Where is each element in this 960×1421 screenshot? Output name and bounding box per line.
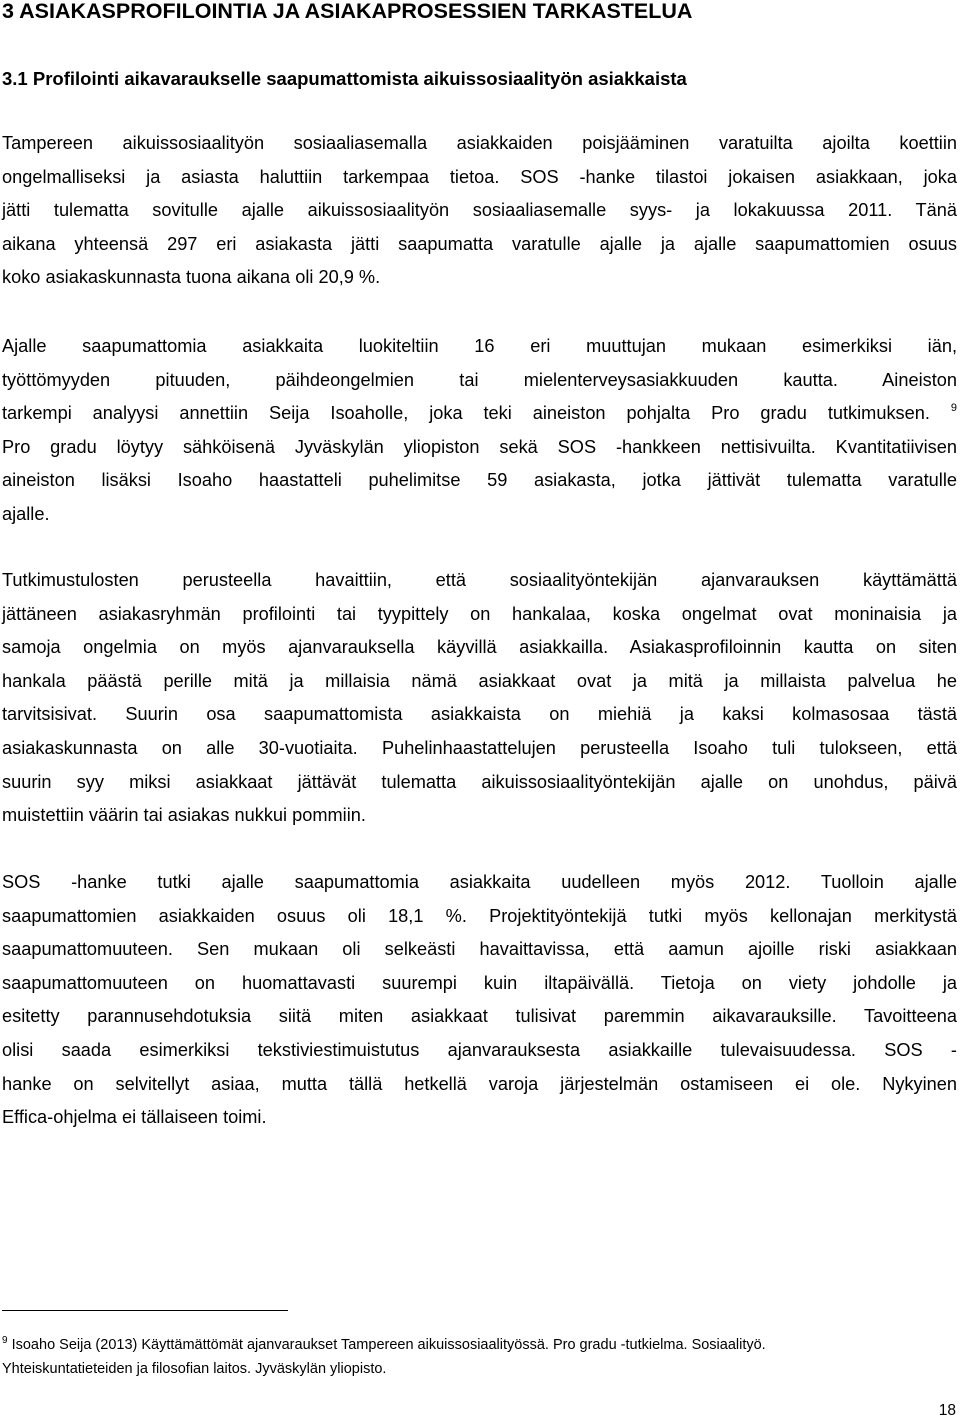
paragraph-line: suurin syy miksi asiakkaat jättävät tulematta aikuissosiaalityöntekijän ajalle on unohdus, päivä	[2, 771, 957, 792]
paragraph-line	[2, 397, 957, 431]
paragraph-1	[2, 127, 957, 295]
paragraph-line: esitetty parannusehdotuksia siitä miten asiakkaat tulisivat paremmin aikavarauksille. Tavoitteena	[2, 1006, 957, 1027]
paragraph-line: saapumattomuuteen. Sen mukaan oli selkeästi havaittavissa, että aamun ajoille riski asiakkaan	[2, 939, 957, 960]
page-number: 18	[938, 1402, 956, 1419]
paragraph-line: saapumattomuuteen on huomattavasti suurempi kuin iltapäivällä. Tietoja on viety johdolle ja	[2, 972, 957, 993]
paragraph-3	[2, 564, 957, 833]
paragraph-line: saapumattomien asiakkaiden osuus oli 18,1 %. Projektityöntekijä tutki myös kellonajan merkitystä	[2, 905, 957, 926]
footnote-separator	[2, 1310, 288, 1311]
paragraph-line: ajalle.	[2, 503, 50, 524]
footnote-line-1	[2, 1333, 957, 1357]
paragraph-4	[2, 866, 957, 1135]
paragraph-2	[2, 330, 957, 532]
paragraph-line: työttömyyden pituuden, päihdeongelmien tai mielenterveysasiakkuuden kautta. Aineiston	[2, 369, 957, 390]
paragraph-line: Tutkimustulosten perusteella havaittiin, että sosiaalityöntekijän ajanvarauksen käyttämättä	[2, 570, 957, 590]
paragraph-line: muistettiin väärin tai asiakas nukkui pommiin.	[2, 805, 366, 826]
paragraph-line: ongelmalliseksi ja asiasta haluttiin tarkempaa tietoa. SOS -hanke tilastoi jokaisen asiakkaan, joka	[2, 166, 957, 187]
paragraph-line: aineiston lisäksi Isoaho haastatteli puhelimitse 59 asiakasta, jotka jättivät tulematta varatulle	[2, 470, 957, 491]
paragraph-line: SOS -hanke tutki ajalle saapumattomia asiakkaita uudelleen myös 2012. Tuolloin ajalle	[2, 872, 957, 892]
paragraph-line: asiakaskunnasta on alle 30-vuotiaita. Puhelinhaastattelujen perusteella Isoaho tuli tulokseen, että	[2, 737, 957, 758]
footnote-marker: 9	[2, 1335, 8, 1346]
paragraph-line: koko asiakaskunnasta tuona aikana oli 20,9 %.	[2, 267, 381, 288]
footnote-line-2: Yhteiskuntatieteiden ja filosofian laitos. Jyväskylän yliopisto.	[2, 1361, 387, 1377]
paragraph-line: Effica-ohjelma ei tällaiseen toimi.	[2, 1107, 267, 1128]
paragraph-line: hankala päästä perille mitä ja millaisia nämä asiakkaat ovat ja mitä ja millaista palvelua he	[2, 670, 957, 691]
paragraph-line: aikana yhteensä 297 eri asiakasta jätti saapumatta varatulle ajalle ja ajalle saapumattomien osuus	[2, 233, 957, 254]
footnote-reference[interactable]: 9	[950, 402, 958, 415]
paragraph-line: samoja ongelmia on myös ajanvarauksella käyvillä asiakkailla. Asiakasprofiloinnin kautta on siten	[2, 637, 957, 658]
paragraph-line: Tampereen aikuissosiaalityön sosiaaliasemalla asiakkaiden poisjääminen varatuilta ajoilta koettiin	[2, 133, 957, 153]
footnote	[2, 1333, 957, 1381]
chapter-heading: 3 ASIAKASPROFILOINTIA JA ASIAKAPROSESSIEN TARKASTELUA	[2, 0, 693, 23]
paragraph-line: Ajalle saapumattomia asiakkaita luokiteltiin 16 eri muuttujan mukaan esimerkiksi iän,	[2, 336, 957, 356]
paragraph-line: tarvitsisivat. Suurin osa saapumattomista asiakkaista on miehiä ja kaksi kolmasosaa tästä	[2, 704, 957, 725]
paragraph-line: jätti tulematta sovitulle ajalle aikuissosiaalityön sosiaaliasemalle syys- ja lokakuussa 2011. Tänä	[2, 200, 957, 221]
paragraph-line: olisi saada esimerkiksi tekstiviestimuistutus ajanvarauksesta asiakkaille tulevaisuudessa. SOS -	[2, 1039, 957, 1060]
footnote-text: Isoaho Seija (2013) Käyttämättömät ajanvaraukset Tampereen aikuissosiaalityössä. Pro gradu -tutkielma. Sosiaalityö.	[11, 1337, 766, 1353]
paragraph-line-text: tarkempi analyysi annettiin Seija Isoaholle, joka teki aineiston pohjalta Pro gradu tutkimuksen.	[2, 403, 930, 424]
paragraph-line: Pro gradu löytyy sähköisenä Jyväskylän yliopiston sekä SOS -hankkeen nettisivuilta. Kvantitatiivisen	[2, 436, 957, 457]
section-heading: 3.1 Profilointi aikavaraukselle saapumattomista aikuissosiaalityön asiakkaista	[2, 68, 687, 89]
paragraph-line: jättäneen asiakasryhmän profilointi tai tyypittely on hankalaa, koska ongelmat ovat moninaisia ja	[2, 603, 957, 624]
paragraph-line: hanke on selvitellyt asiaa, mutta tällä hetkellä varoja järjestelmän ostamiseen ei ole. Nykyinen	[2, 1073, 957, 1094]
